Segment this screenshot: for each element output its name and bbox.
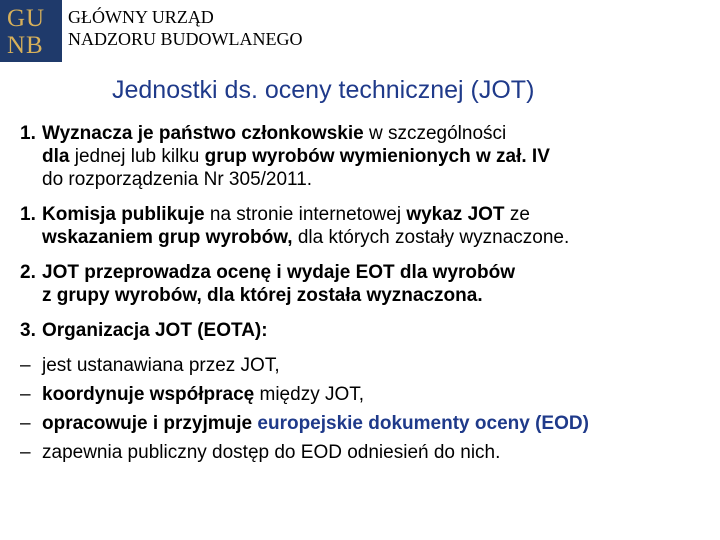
organization-name (68, 6, 302, 50)
bullet-item (20, 441, 710, 470)
text-run: opracowuje i przyjmuje (42, 413, 253, 434)
numbered-list (20, 122, 710, 342)
text-run: zapewnia publiczny dostęp do EOD odniesień do nich. (42, 442, 501, 463)
list-item-line (42, 261, 710, 284)
text-run: JOT przeprowadza ocenę i wydaje EOT dla wyrobów (42, 262, 515, 283)
text-run: ze (504, 204, 530, 225)
org-line-2: NADZORU BUDOWLANEGO (68, 29, 303, 49)
bullet-item (20, 383, 710, 412)
list-item (20, 203, 710, 249)
slide-content (20, 122, 710, 470)
list-item-number: 1. (20, 204, 36, 225)
list-item (20, 122, 710, 191)
list-item-number: 3. (20, 320, 36, 341)
bullet-item (20, 412, 710, 441)
dash-marker: – (20, 413, 31, 434)
org-line-1: GŁÓWNY URZĄD (68, 7, 214, 27)
list-item-line (42, 145, 710, 168)
text-run: do rozporządzenia Nr 305/2011. (42, 169, 313, 190)
text-run: Komisja publikuje (42, 204, 205, 225)
text-run: na stronie internetowej (204, 204, 407, 225)
text-run: między JOT, (254, 384, 365, 405)
list-item-line (42, 168, 710, 191)
bullet-list (20, 354, 710, 470)
text-run: europejskie dokumenty oceny (EOD) (257, 413, 589, 434)
list-item-number: 2. (20, 262, 36, 283)
text-run: wykaz JOT (406, 204, 505, 225)
dash-marker: – (20, 442, 31, 463)
logo-line-2: NB (7, 32, 44, 59)
text-run: w szczególności (363, 123, 507, 144)
text-run: wskazaniem grup wyrobów, (42, 227, 293, 248)
text-run: jednej lub kilku (69, 146, 205, 167)
list-item-line (42, 226, 710, 249)
dash-marker: – (20, 384, 31, 405)
list-item-line (42, 284, 710, 307)
logo-line-1: GU (7, 5, 46, 32)
list-item-line (42, 122, 710, 145)
text-run: Organizacja JOT (EOTA): (42, 320, 268, 341)
text-run: dla których zostały wyznaczone. (292, 227, 570, 248)
text-run: dla (42, 146, 70, 167)
gunb-logo (0, 0, 62, 62)
text-run: koordynuje współpracę (42, 384, 255, 405)
list-item-line (42, 319, 710, 342)
bullet-item (20, 354, 710, 383)
list-item-line (42, 203, 710, 226)
list-item (20, 319, 710, 342)
text-run: z grupy wyrobów, dla której została wyznaczona. (42, 285, 483, 306)
text-run: jest ustanawiana przez JOT, (42, 355, 280, 376)
dash-marker: – (20, 355, 31, 376)
list-item-number: 1. (20, 123, 36, 144)
slide-title: Jednostki ds. oceny technicznej (JOT) (112, 76, 535, 104)
text-run: Wyznacza je państwo członkowskie (42, 123, 364, 144)
list-item (20, 261, 710, 307)
text-run: grup wyrobów wymienionych w zał. IV (204, 146, 550, 167)
